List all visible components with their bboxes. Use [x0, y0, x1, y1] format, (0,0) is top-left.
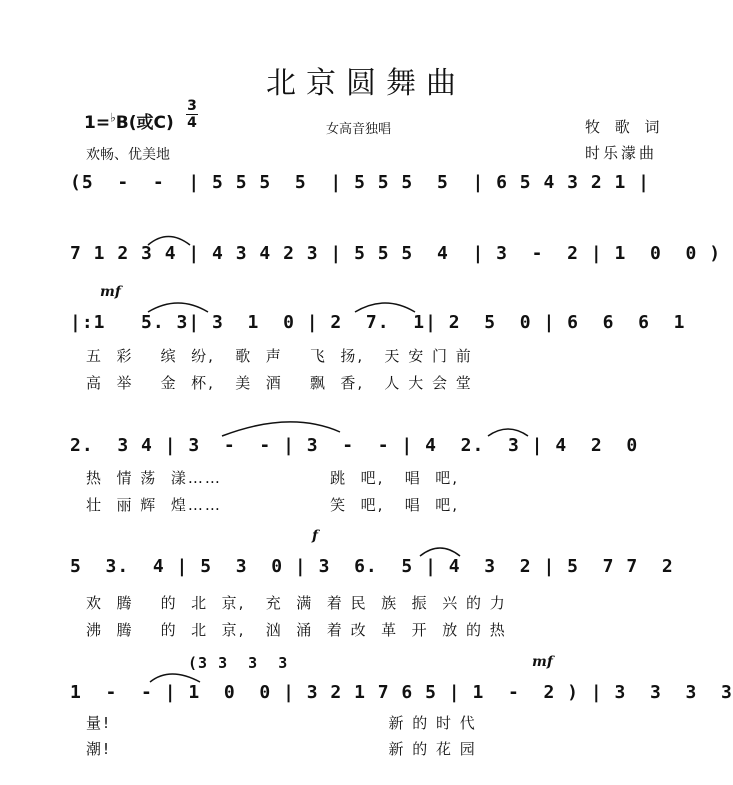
- lyric-verse-1: 热 情 荡 漾…… 跳 吧, 唱 吧,: [86, 469, 460, 487]
- lyric-verse-2: 沸 腾 的 北 京, 汹 涌 着 改 革 开 放 的 热: [86, 621, 507, 639]
- lyric-verse-2: 潮! 新 的 花 园: [86, 740, 477, 758]
- lyric-verse-1: 量! 新 的 时 代: [86, 714, 477, 732]
- lyric-verse-2: 高 举 金 杯, 美 酒 飘 香, 人 大 会 堂: [86, 374, 473, 392]
- notation-line: 7 1 2 3 4 | 4 3 4 2 3 | 5 5 5 4 | 3 - 2 | 1 0 0 ): [70, 243, 722, 264]
- notation-line: |:1 5. 3| 3 1 0 | 2 7. 1| 2 5 0 | 6 6 6 1: [70, 312, 686, 333]
- notation-line: (5 - - | 5 5 5 5 | 5 5 5 5 | 6 5 4 3 2 1 |: [70, 172, 651, 193]
- lyric-verse-1: 五 彩 缤 纷, 歌 声 飞 扬, 天 安 门 前: [86, 347, 473, 365]
- dynamic-mark: f: [312, 528, 319, 544]
- dynamic-mark: mf: [100, 284, 121, 300]
- performance-note: 女高音独唱: [326, 122, 392, 137]
- lyricist-credit: 牧 歌 词: [585, 118, 665, 136]
- dynamic-mark: mf: [532, 654, 553, 670]
- notation-line: 5 3. 4 | 5 3 0 | 3 6. 5 | 4 3 2 | 5 7 7 2: [70, 556, 674, 577]
- notation-line: 1 - - | 1 0 0 | 3 2 1 7 6 5 | 1 - 2 ) | 3 3 3 3: [70, 682, 733, 703]
- lyric-verse-2: 壮 丽 辉 煌…… 笑 吧, 唱 吧,: [86, 496, 460, 514]
- time-signature: 3 4: [187, 98, 197, 131]
- tempo-marking: 欢畅、优美地: [86, 147, 170, 163]
- song-title: 北京圆舞曲: [266, 66, 466, 101]
- upper-voice: (3 3 3 3: [188, 654, 289, 672]
- key-signature: 1=♭B(或C): [84, 110, 174, 133]
- composer-credit: 时乐濛曲: [585, 144, 658, 162]
- notation-line: 2. 3 4 | 3 - - | 3 - - | 4 2. 3 | 4 2 0: [70, 435, 639, 456]
- lyric-verse-1: 欢 腾 的 北 京, 充 满 着 民 族 振 兴 的 力: [86, 594, 507, 612]
